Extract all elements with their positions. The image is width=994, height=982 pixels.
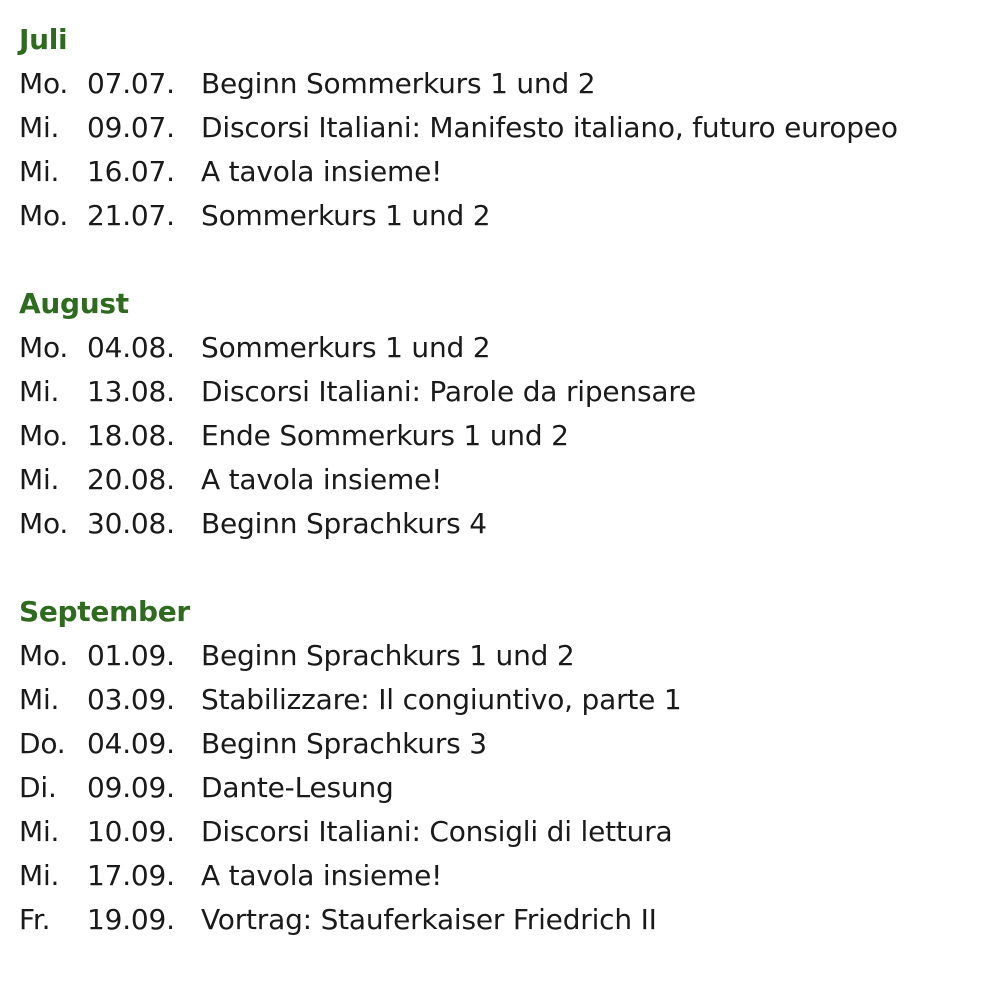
event-title: Sommerkurs 1 und 2 — [201, 199, 491, 232]
month-section-juli — [19, 18, 979, 238]
event-row — [19, 150, 979, 194]
month-heading: Juli — [19, 23, 68, 56]
event-title: Discorsi Italiani: Parole da ripensare — [201, 375, 697, 408]
event-row — [19, 722, 979, 766]
event-title: Ende Sommerkurs 1 und 2 — [201, 419, 569, 452]
event-row — [19, 194, 979, 238]
event-weekday: Mo. — [19, 419, 69, 452]
event-title: Discorsi Italiani: Manifesto italiano, futuro europeo — [201, 111, 898, 144]
event-date: 13.08. — [87, 375, 175, 408]
event-row — [19, 810, 979, 854]
event-title: Beginn Sprachkurs 1 und 2 — [201, 639, 575, 672]
event-title: A tavola insieme! — [201, 155, 443, 188]
event-weekday: Mi. — [19, 683, 60, 716]
event-date: 18.08. — [87, 419, 175, 452]
event-weekday: Mi. — [19, 859, 60, 892]
event-row — [19, 62, 979, 106]
event-weekday: Mi. — [19, 375, 60, 408]
event-title: A tavola insieme! — [201, 859, 443, 892]
event-title: Beginn Sprachkurs 4 — [201, 507, 487, 540]
event-row — [19, 678, 979, 722]
event-title: Beginn Sprachkurs 3 — [201, 727, 487, 760]
event-weekday: Do. — [19, 727, 66, 760]
event-row — [19, 458, 979, 502]
event-weekday: Mo. — [19, 331, 69, 364]
event-date: 09.07. — [87, 111, 175, 144]
event-row — [19, 326, 979, 370]
month-heading: August — [19, 287, 129, 320]
event-weekday: Mi. — [19, 155, 60, 188]
event-date: 20.08. — [87, 463, 175, 496]
event-date: 07.07. — [87, 67, 175, 100]
event-row — [19, 854, 979, 898]
event-title: Sommerkurs 1 und 2 — [201, 331, 491, 364]
event-date: 01.09. — [87, 639, 175, 672]
event-title: Vortrag: Stauferkaiser Friedrich II — [201, 903, 657, 936]
event-row — [19, 634, 979, 678]
event-title: A tavola insieme! — [201, 463, 443, 496]
event-weekday: Mo. — [19, 639, 69, 672]
event-row — [19, 766, 979, 810]
event-date: 09.09. — [87, 771, 175, 804]
event-title: Stabilizzare: Il congiuntivo, parte 1 — [201, 683, 682, 716]
event-date: 17.09. — [87, 859, 175, 892]
event-date: 19.09. — [87, 903, 175, 936]
event-weekday: Mo. — [19, 67, 69, 100]
event-weekday: Mo. — [19, 507, 69, 540]
event-weekday: Mi. — [19, 815, 60, 848]
event-date: 21.07. — [87, 199, 175, 232]
event-title: Discorsi Italiani: Consigli di lettura — [201, 815, 673, 848]
event-title: Dante-Lesung — [201, 771, 394, 804]
event-title: Beginn Sommerkurs 1 und 2 — [201, 67, 596, 100]
event-row — [19, 370, 979, 414]
event-weekday: Di. — [19, 771, 57, 804]
month-section-august — [19, 282, 979, 546]
event-date: 30.08. — [87, 507, 175, 540]
event-date: 10.09. — [87, 815, 175, 848]
month-heading: September — [19, 595, 190, 628]
event-row — [19, 502, 979, 546]
event-weekday: Mi. — [19, 111, 60, 144]
event-weekday: Fr. — [19, 903, 51, 936]
event-date: 03.09. — [87, 683, 175, 716]
event-date: 04.09. — [87, 727, 175, 760]
event-weekday: Mi. — [19, 463, 60, 496]
event-schedule — [19, 18, 979, 942]
event-row — [19, 898, 979, 942]
month-section-september — [19, 590, 979, 942]
event-weekday: Mo. — [19, 199, 69, 232]
event-date: 16.07. — [87, 155, 175, 188]
event-date: 04.08. — [87, 331, 175, 364]
event-row — [19, 106, 979, 150]
event-row — [19, 414, 979, 458]
